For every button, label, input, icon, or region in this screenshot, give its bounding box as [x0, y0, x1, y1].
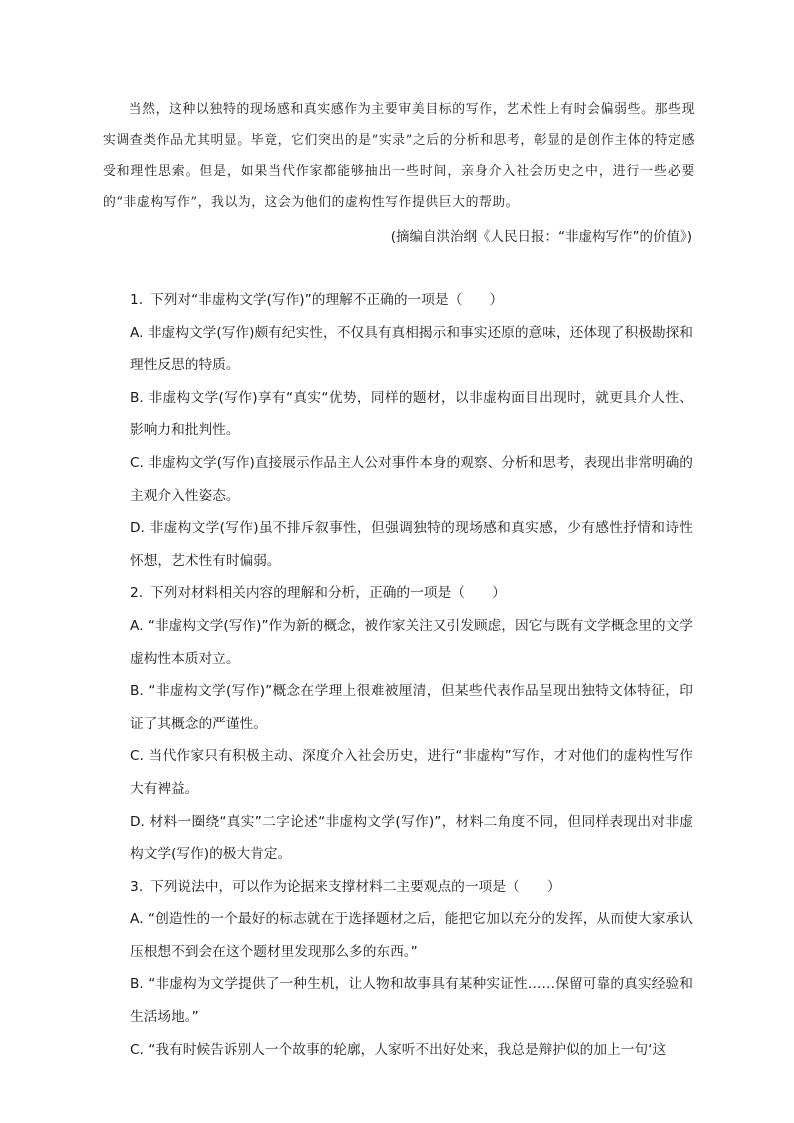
- option-c: C. 非虚构文学(写作)直接展示作品主人公对事件本身的观察、分析和思考，表现出非常明确的主观介入性姿态。: [130, 454, 693, 504]
- option-c: C. “我有时候告诉别人一个故事的轮廓，人家听不出好处来，我总是辩护似的加上一句‘这: [130, 1041, 667, 1058]
- option-b: B. “非虚构文学(写作)”概念在学理上很难被厘清，但某些代表作品呈现出独特文体特征，印证了其概念的严谨性。: [130, 683, 693, 732]
- question-stem-text: 下列对材料相关内容的理解和分析，正确的一项是（ ）: [150, 585, 506, 602]
- option-c: C. 当代作家只有积极主动、深度介入社会历史，进行“非虚构”写作，才对他们的虚构性写作大有裨益。: [130, 748, 693, 797]
- question-2: [130, 577, 693, 870]
- option-a: A. 非虚构文学(写作)颇有纪实性，不仅具有真相揭示和事实还原的意味，还体现了积极勘探和理性反思的特质。: [130, 324, 693, 374]
- option-a: A. “非虚构文学(写作)”作为新的概念，被作家关注又引发顾虑，因它与既有文学概念里的文学虚构性本质对立。: [130, 617, 693, 667]
- option-b: B. “非虚构为文学提供了一种生机，让人物和故事具有某种实证性……保留可靠的真实经验和生活场地。”: [130, 976, 693, 1026]
- question-number: 2.: [130, 585, 144, 602]
- option-d: D. 材料一圈绕“真实”二字论述“非虚构文学(写作)”，材料二角度不同，但同样表现出对非虚构文学(写作)的极大肯定。: [130, 813, 693, 863]
- question-number: 3.: [130, 878, 144, 895]
- question-stem: [130, 871, 693, 904]
- question-stem-text: 下列说法中，可以作为论据来支撑材料二主要观点的一项是（ ）: [150, 878, 561, 895]
- question-1: [130, 284, 693, 577]
- option-a: A. “创造性的一个最好的标志就在于选择题材之后，能把它加以充分的发挥，从而使大家承认压根想不到会在这个题材里发现那么多的东西。”: [130, 911, 693, 960]
- question-stem: [130, 284, 693, 317]
- question-3: [130, 871, 693, 1067]
- question-stem-text: 下列对“非虚构文学(写作)”的理解不正确的一项是（ ）: [150, 292, 504, 308]
- option-b: B. 非虚构文学(写作)享有“真实“优势，同样的题材，以非虚构面目出现时，就更具介人性、影响力和批判性。: [130, 389, 693, 439]
- question-stem: [130, 577, 693, 610]
- option-d: D. 非虚构文学(写作)虽不排斥叙事性，但强调独特的现场感和真实感，少有感性抒情和诗性怀想，艺术性有时偏弱。: [130, 520, 693, 569]
- passage-source: (摘编自洪治纲《人民日报：“非虚构写作”的价值》): [390, 229, 692, 245]
- question-number: 1.: [130, 292, 144, 308]
- question-list: [130, 284, 693, 1066]
- passage-paragraph: 当然，这种以独特的现场感和真实感作为主要审美目标的写作，艺术性上有时会偏弱些。那些现实调查类作品尤其明显。毕竟，它们突出的是“实录”之后的分析和思考，彰显的是创作主体的特定感受和理性思索。但是，如果当代作家都能够抽出一些时间，亲身介入社会历史之中，进行一些必要的“非虚构写作”，我以为，这会为他们的虚构性写作提供巨大的帮助。: [103, 102, 695, 210]
